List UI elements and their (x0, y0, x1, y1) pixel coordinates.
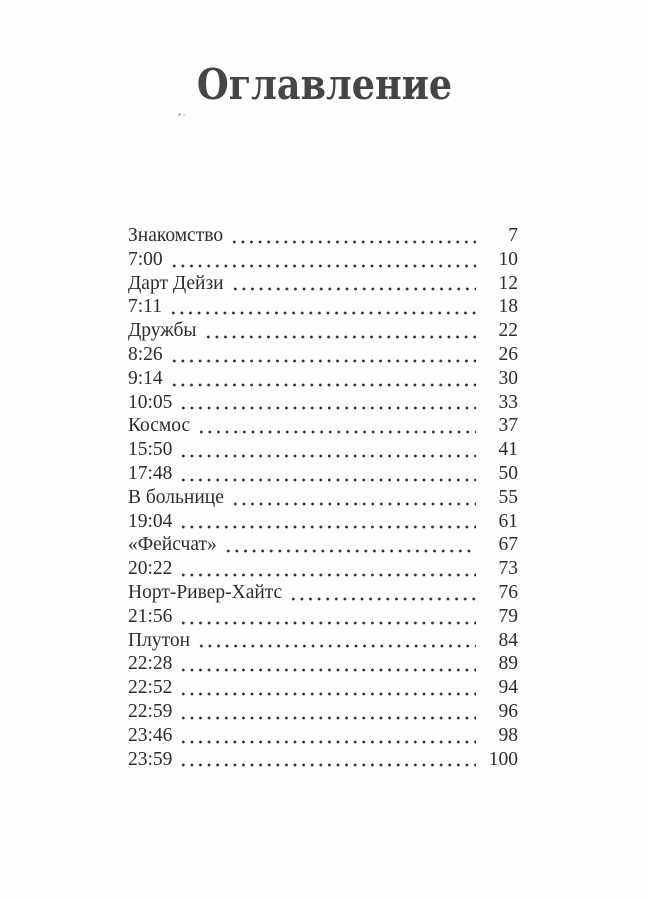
toc-entry (128, 367, 518, 391)
toc-entry-label: 15:50 (128, 439, 173, 461)
dot-leader (197, 414, 476, 438)
dot-leader (179, 748, 476, 772)
dot-leader (204, 319, 476, 343)
table-of-contents (128, 224, 518, 771)
toc-entry-label: Космос (128, 415, 191, 437)
toc-entry (128, 724, 518, 748)
dot-leader (179, 676, 476, 700)
dot-leader (231, 272, 476, 296)
dot-leader (179, 724, 476, 748)
toc-entry-page-number: 41 (498, 439, 518, 461)
toc-entry-page-number: 37 (498, 415, 518, 437)
toc-entry-label: Плутон (128, 629, 191, 651)
toc-entry (128, 533, 518, 557)
toc-entry (128, 319, 518, 343)
dot-leader (179, 700, 476, 724)
toc-entry (128, 629, 518, 653)
toc-entry (128, 248, 518, 272)
toc-entry (128, 676, 518, 700)
toc-entry-label: 22:59 (128, 700, 173, 722)
toc-entry-label: 7:00 (128, 248, 163, 270)
toc-entry-page-number: 98 (498, 724, 518, 746)
toc-entry (128, 462, 518, 486)
toc-entry-page-number: 96 (498, 700, 518, 722)
toc-entry-page-number: 30 (498, 367, 518, 389)
toc-entry (128, 652, 518, 676)
toc-entry-label: 19:04 (128, 510, 173, 532)
dot-leader (170, 248, 476, 272)
dot-leader (170, 367, 476, 391)
toc-entry-page-number: 100 (488, 748, 518, 770)
toc-entry (128, 486, 518, 510)
toc-entry (128, 295, 518, 319)
toc-entry-label: 23:46 (128, 724, 173, 746)
toc-entry-label: 22:28 (128, 653, 173, 675)
dot-leader (179, 391, 476, 415)
toc-entry-label: «Фейсчат» (128, 534, 217, 556)
scan-speck (183, 114, 185, 116)
toc-entry-label: Знакомство (128, 225, 224, 246)
dot-leader (197, 629, 476, 653)
dot-leader (289, 581, 476, 605)
toc-entry-page-number: 55 (498, 486, 518, 508)
toc-entry-label: 7:11 (128, 296, 162, 318)
toc-entry-label: 9:14 (128, 367, 163, 389)
dot-leader (179, 652, 476, 676)
toc-entry (128, 272, 518, 296)
toc-entry-label: 22:52 (128, 677, 173, 699)
toc-entry (128, 391, 518, 415)
toc-entry-page-number: 73 (498, 558, 518, 580)
toc-entry-page-number: 10 (498, 248, 518, 270)
toc-entry-label: Норт-Ривер-Хайтс (128, 581, 283, 603)
toc-entry-label: 23:59 (128, 748, 173, 770)
dot-leader (179, 438, 476, 462)
toc-entry-page-number: 79 (498, 605, 518, 627)
toc-entry-page-number: 22 (498, 320, 518, 342)
page-title: Оглавление (196, 60, 453, 110)
toc-entry-page-number: 18 (498, 296, 518, 318)
toc-entry-label: Дружбы (128, 320, 197, 342)
toc-entry-page-number: 67 (498, 534, 518, 556)
dot-leader (179, 510, 476, 534)
toc-entry-page-number: 12 (498, 272, 518, 294)
toc-entry-label: 8:26 (128, 343, 163, 365)
toc-entry-label: 10:05 (128, 391, 173, 413)
toc-entry-page-number: 84 (498, 629, 518, 651)
scan-speck (178, 113, 181, 116)
toc-entry (128, 414, 518, 438)
toc-entry (128, 224, 518, 248)
dot-leader (230, 224, 476, 248)
toc-entry-page-number: 61 (498, 510, 518, 532)
toc-entry-page-number: 94 (498, 677, 518, 699)
dot-leader (231, 486, 476, 510)
toc-entry-label: Дарт Дейзи (128, 272, 224, 294)
toc-entry (128, 557, 518, 581)
toc-entry (128, 343, 518, 367)
toc-entry (128, 605, 518, 629)
toc-entry (128, 700, 518, 724)
toc-entry-page-number: 7 (508, 225, 518, 246)
dot-leader (170, 343, 476, 367)
toc-entry-page-number: 89 (498, 653, 518, 675)
toc-entry-label: 17:48 (128, 462, 173, 484)
toc-entry (128, 748, 518, 772)
toc-entry-page-number: 33 (498, 391, 518, 413)
dot-leader (179, 605, 476, 629)
dot-leader (179, 557, 476, 581)
toc-entry (128, 438, 518, 462)
toc-entry-page-number: 50 (498, 462, 518, 484)
toc-entry-label: В больнице (128, 486, 224, 508)
toc-entry-page-number: 26 (498, 343, 518, 365)
toc-entry-page-number: 76 (498, 581, 518, 603)
toc-entry (128, 581, 518, 605)
toc-entry-label: 21:56 (128, 605, 173, 627)
toc-entry (128, 510, 518, 534)
dot-leader (169, 295, 476, 319)
dot-leader (179, 462, 476, 486)
dot-leader (224, 533, 476, 557)
toc-entry-label: 20:22 (128, 558, 173, 580)
